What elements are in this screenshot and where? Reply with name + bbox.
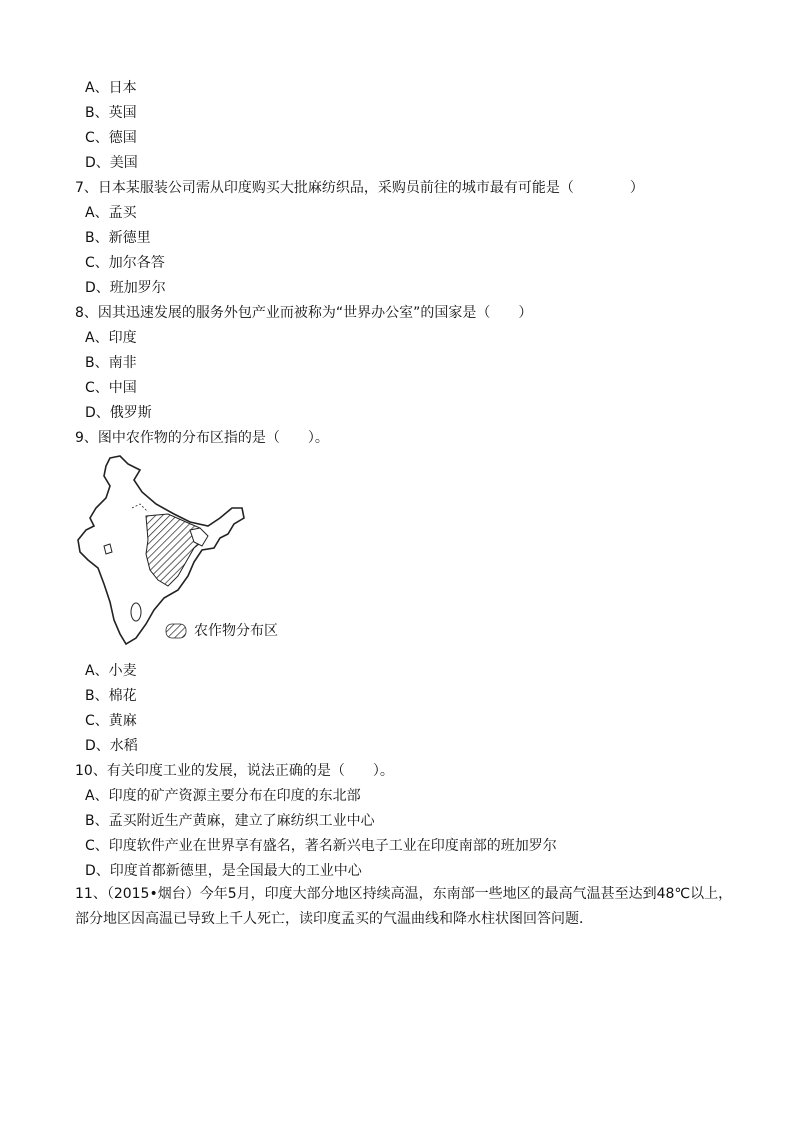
- india-crop-map: [70, 452, 290, 652]
- q7-option-a: A、孟买: [85, 205, 137, 221]
- map-legend-label: 农作物分布区: [194, 623, 278, 639]
- q7-option-d: D、班加罗尔: [85, 280, 166, 296]
- q10-option-b: B、孟买附近生产黄麻，建立了麻纺织工业中心: [85, 813, 375, 829]
- legend-swatch: [166, 624, 186, 638]
- q8-stem: 8、因其迅速发展的服务外包产业而被称为“世界办公室”的国家是（ ）: [75, 305, 533, 321]
- q9-option-d: D、水稻: [85, 738, 138, 754]
- q7-option-b: B、新德里: [85, 230, 151, 246]
- q7-stem: 7、日本某服装公司需从印度购买大批麻纺织品，采购员前往的城市最有可能是（ ）: [75, 180, 644, 196]
- q9-option-b: B、棉花: [85, 688, 137, 704]
- q11-stem: 11、（2015•烟台）今年5月，印度大部分地区持续高温，东南部一些地区的最高气温甚至达到48℃以上，部分地区因高温已导致上千人死亡，读印度孟买的气温曲线和降水柱状图回答问题．: [75, 886, 733, 927]
- q7-option-c: C、加尔各答: [85, 255, 165, 271]
- q8-option-c: C、中国: [85, 380, 137, 396]
- q6-option-a: A、日本: [85, 80, 137, 96]
- q6-option-b: B、英国: [85, 105, 137, 121]
- q6-option-c: C、德国: [85, 130, 137, 146]
- q9-stem: 9、图中农作物的分布区指的是（ ）。: [75, 430, 329, 446]
- q8-option-d: D、俄罗斯: [85, 405, 152, 421]
- q9-option-a: A、小麦: [85, 663, 137, 679]
- q9-option-c: C、黄麻: [85, 713, 137, 729]
- q8-option-b: B、南非: [85, 355, 137, 371]
- q8-option-a: A、印度: [85, 330, 137, 346]
- q10-option-c: C、印度软件产业在世界享有盛名，著名新兴电子工业在印度南部的班加罗尔: [85, 838, 557, 854]
- q10-option-a: A、印度的矿产资源主要分布在印度的东北部: [85, 788, 361, 804]
- q10-option-d: D、印度首都新德里，是全国最大的工业中心: [85, 863, 362, 879]
- q10-stem: 10、有关印度工业的发展，说法正确的是（ ）。: [75, 763, 394, 779]
- q6-option-d: D、美国: [85, 155, 138, 171]
